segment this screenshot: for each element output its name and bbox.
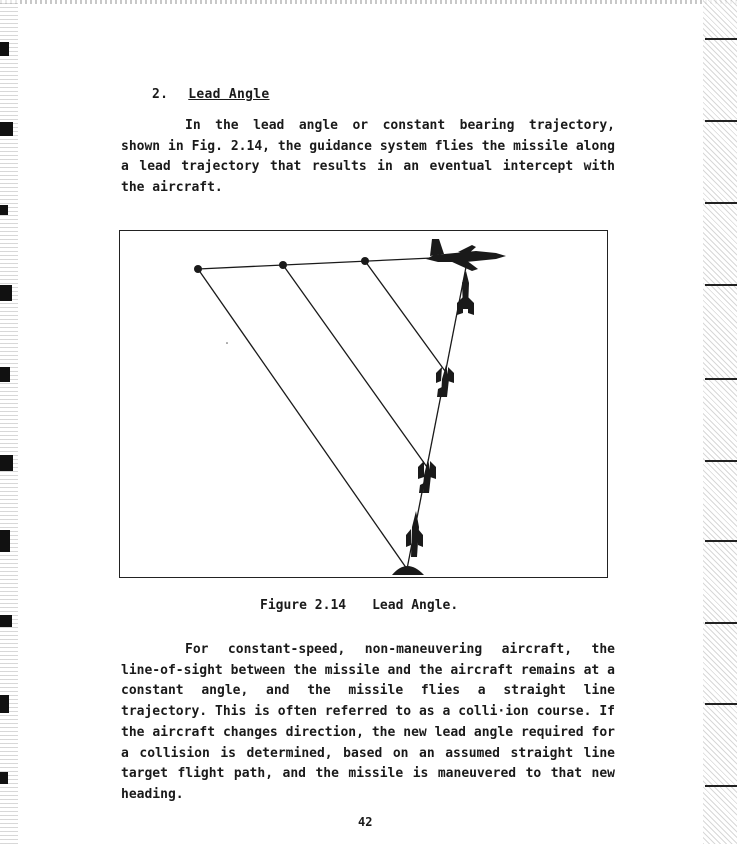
scan-artifact [705, 703, 737, 705]
missile-icon [436, 365, 454, 397]
scan-artifact [0, 455, 13, 471]
missile-icon [406, 511, 423, 557]
section-heading [152, 87, 270, 102]
scan-artifact [705, 202, 737, 204]
scan-artifact [0, 42, 9, 56]
scan-artifact [705, 38, 737, 40]
scan-artifact [705, 120, 737, 122]
scan-noise-right [703, 0, 737, 844]
launcher-icon [392, 566, 424, 575]
explanation-paragraph: For constant-speed, non-maneuvering aircraft, the line-of-sight between the missile and the aircraft remains at a constant angle, and the missile flies a straight line trajectory. This is often referred to as a colli·ion course. If the aircraft changes direction, the new lead angle required for a collision is determined, based on an assumed straight line target flight path, and the missile is maneuvered to that new heading. [121, 642, 615, 802]
target-position-point [194, 265, 202, 273]
scan-artifact [0, 615, 12, 627]
aircraft-icon [426, 239, 506, 271]
scan-artifact [705, 378, 737, 380]
scan-artifact [705, 622, 737, 624]
scan-artifact [0, 285, 12, 301]
section-number: 2. [152, 87, 169, 102]
target-position-point [279, 261, 287, 269]
lead-angle-diagram [120, 231, 609, 579]
scan-artifact [0, 122, 13, 136]
scan-speck [226, 342, 228, 344]
missile-icon [457, 271, 474, 315]
scan-artifact [705, 460, 737, 462]
figure-title: Lead Angle. [372, 598, 459, 613]
scan-artifact [705, 785, 737, 787]
scan-artifact [0, 205, 8, 215]
scan-artifact [0, 695, 9, 713]
target-position-point [361, 257, 369, 265]
intro-paragraph: In the lead angle or constant bearing trajectory, shown in Fig. 2.14, the guidance system flies the missile along a lead trajectory that results in an eventual intercept with the aircraft. [121, 118, 615, 196]
figure-frame [119, 230, 608, 578]
section-title: Lead Angle [188, 87, 270, 102]
line-of-sight-2 [283, 265, 427, 467]
figure-caption [260, 598, 458, 613]
target-flight-path [198, 258, 432, 269]
scan-artifact [0, 530, 10, 552]
scan-artifact [705, 284, 737, 286]
missile-icon [418, 459, 436, 493]
page-number: 42 [358, 815, 373, 829]
scan-artifact [0, 367, 10, 382]
line-of-sight-1 [198, 269, 407, 569]
scan-artifact [705, 540, 737, 542]
line-of-sight-3 [365, 261, 445, 371]
scan-noise-top [0, 0, 737, 4]
figure-label: Figure 2.14 [260, 598, 347, 613]
scan-artifact [0, 772, 8, 784]
